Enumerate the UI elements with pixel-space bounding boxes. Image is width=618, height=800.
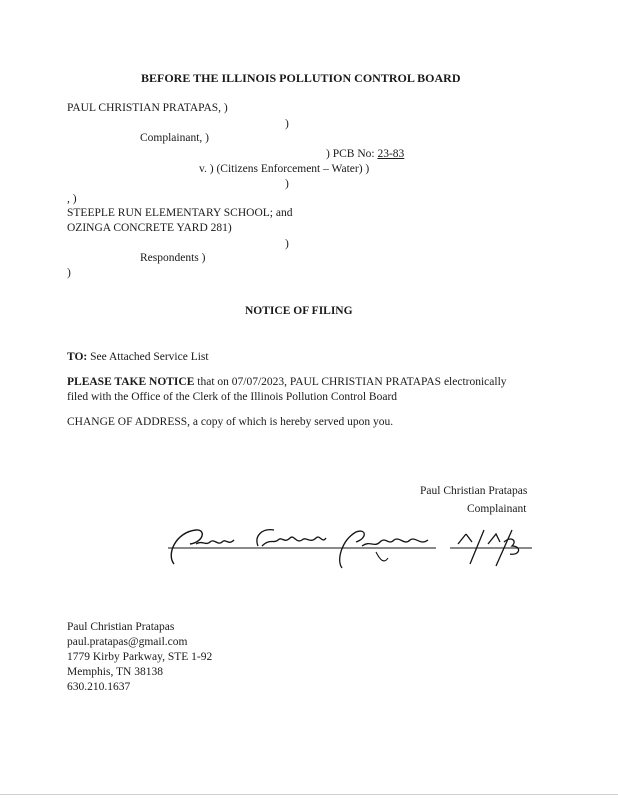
signature-drawing [166,524,536,572]
notice-heading: NOTICE OF FILING [245,305,353,317]
contact-email: paul.pratapas@gmail.com [67,636,188,648]
handwritten-signature [166,524,536,572]
please-take-notice-label: PLEASE TAKE NOTICE [67,376,195,388]
contact-city: Memphis, TN 38138 [67,666,163,678]
complainant-role: Complainant, ) [140,132,209,144]
contact-street: 1779 Kirby Parkway, STE 1-92 [67,651,213,663]
signature-stroke [171,530,202,564]
to-label: TO: [67,351,88,363]
notice-paragraph-line-3: CHANGE OF ADDRESS, a copy of which is hereby served upon you. [67,416,394,428]
signer-name: Paul Christian Pratapas [420,485,528,497]
to-line [67,350,209,364]
document-title: BEFORE THE ILLINOIS POLLUTION CONTROL BOARD [141,71,461,85]
caption-comma-paren: , ) [67,193,77,205]
pcb-number-line [326,147,404,161]
pcb-prefix: ) PCB No: [326,148,378,160]
contact-phone: 630.210.1637 [67,681,131,693]
versus-line: v. ) (Citizens Enforcement – Water) ) [199,163,370,175]
contact-name: Paul Christian Pratapas [67,621,175,633]
signature-stroke [340,531,428,568]
notice-paragraph-line-2: filed with the Office of the Clerk of the Illinois Pollution Control Board [67,391,398,403]
to-text: See Attached Service List [87,351,209,363]
signature-stroke [196,540,234,544]
caption-paren: ) [285,178,289,190]
respondent-one: STEEPLE RUN ELEMENTARY SCHOOL; and [67,207,293,219]
respondent-two: OZINGA CONCRETE YARD 281) [67,222,232,234]
signature-stroke [376,552,388,561]
signature-stroke [257,530,326,546]
pcb-number: 23-83 [377,148,405,160]
please-take-notice-text: that on 07/07/2023, PAUL CHRISTIAN PRATAPAS electronically [194,376,507,388]
page-bottom-rule [0,794,618,795]
caption-paren: ) [285,118,289,130]
caption-paren: ) [67,267,71,279]
signer-role: Complainant [467,503,527,515]
respondents-role: Respondents ) [140,252,206,264]
caption-paren: ) [285,238,289,250]
notice-paragraph-line-1 [67,375,507,389]
complainant-name: PAUL CHRISTIAN PRATAPAS, ) [67,102,228,114]
